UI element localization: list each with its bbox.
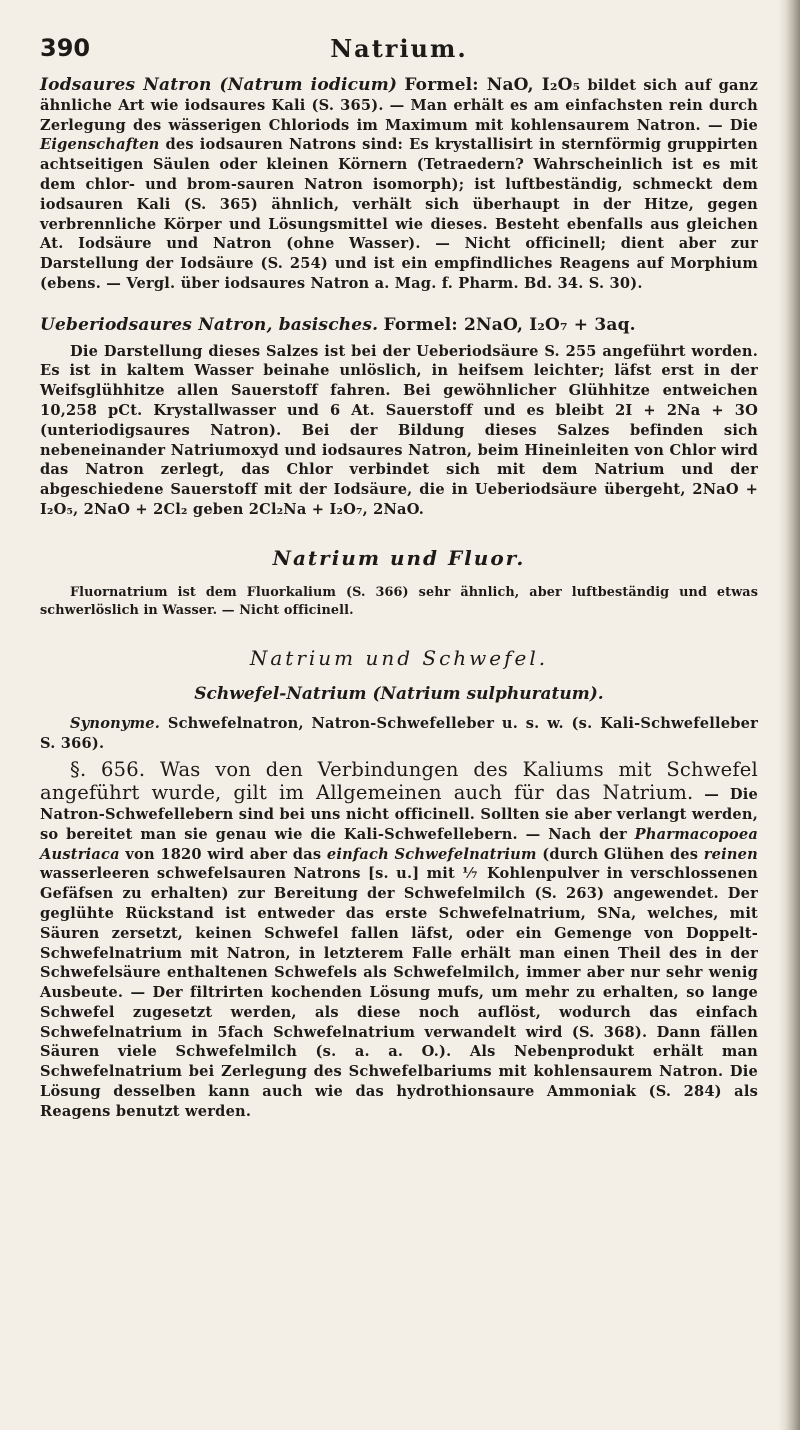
emphasis-einfach-schwefelnatrium: einfach Schwefelnatrium xyxy=(326,845,537,863)
running-title: Natrium. xyxy=(330,34,468,63)
paragraph-synonyme xyxy=(40,714,758,754)
book-page xyxy=(40,34,758,1122)
label-synonyme: Synonyme. xyxy=(70,714,161,732)
text-segment: ist dem Fluorkalium (S. 366) sehr ähnlich, aber luftbeständig und etwas schwerlöslich in Wasser. — Nicht officinell. xyxy=(40,584,758,618)
heading-iodsaures-natron: Iodsaures Natron (Natrum iodicum) xyxy=(40,75,398,95)
running-head xyxy=(40,34,758,70)
page-number: 390 xyxy=(40,34,91,62)
subheading-schwefel-natrium: Schwefel-Natrium (Natrium sulphuratum). xyxy=(194,683,604,704)
text-segment: von 1820 wird aber das xyxy=(119,845,327,863)
term-fluornatrium: Fluornatrium xyxy=(70,584,168,600)
text-segment: des iodsauren Natrons sind: Es krystallisirt in sternförmig gruppirten achtseitigen Säulen oder kleinen Körnern (Tetraedern? Wahrscheinlich ist es mit dem chlor- und brom-sauren Natron isomorph); ist luftbeständig, schmeckt dem iodsauren Kali (S. 365) ähnlich, verhält sich überhaupt in der Hitze, gegen verbrennliche Körper und Lösungsmittel wie dieses. Besteht ebenfalls aus gleichen At. Iodsäure und Natron (ohne Wasser). — Nicht officinell; dient aber zur Darstellung der Iodsäure (S. 254) und ist ein empfindliches Reagens auf Morphium (ebens. — Vergl. über iodsaures Natron a. Mag. f. Pharm. Bd. 34. S. 30). xyxy=(40,136,758,292)
emphasis-pharmacopoea: Pharmacopoea Austriaca xyxy=(40,825,758,863)
page-edge-shadow xyxy=(778,0,800,1430)
paragraph-ueberiodsaures-body: Die Darstellung dieses Salzes ist bei der Ueberiodsäure S. 255 angeführt worden. Es ist in kaltem Wasser beinahe unlöslich, in heifsem leichter; läfst erst in der Weifsglühhitze allen Sauerstoff fahren. Bei gewöhnlicher Glühhitze entweichen 10,258 pCt. Krystallwasser und 6 At. Sauerstoff und es bleibt 2I + 2Na + 3O (unteriodigsaures Natron). Bei der Bildung dieses Salzes befinden sich nebeneinander Natriumoxyd und iodsaures Natron, beim Hineinleiten von Chlor wird das Natron zerlegt, das Chlor verbindet sich mit dem Natrium und der abgeschiedene Sauerstoff mit der Iodsäure, die in Ueberiodsäure übergeht, 2NaO + I₂O₅, 2NaO + 2Cl₂ geben 2Cl₂Na + I₂O₇, 2NaO. xyxy=(40,342,758,518)
heading-ueberiodsaures-natron: Ueberiodsaures Natron, basisches. xyxy=(40,314,379,335)
formula-iodsaures-natron: Formel: NaO, I₂O₅ xyxy=(404,75,581,95)
text-segment: (durch Glühen des xyxy=(536,845,704,863)
section-heading-natrium-schwefel: Natrium und Schwefel. xyxy=(249,645,549,670)
emphasis-reinen: reinen xyxy=(703,845,758,863)
text-segment: wasserleeren schwefelsauren Natrons [s. u.] mit ⅐ Kohlenpulver in verschlossenen Gefäfsen zu erhalten) zur Bereitung der Schwefelmilch (S. 263) angewendet. Der geglühte Rückstand ist entweder das erste Schwefelnatrium, SNa, welches, mit Säuren zersetzt, keinen Schwefel fallen läfst, oder ein Gemenge von Doppelt-Schwefelnatrium mit Natron, in letzterem Falle erhält man einen Theil des in der Schwefelsäure enthaltenen Schwefels als Schwefelmilch, immer aber nur sehr wenig Ausbeute. — Der filtrirten kochenden Lösung mufs, um mehr zu erhalten, so lange Schwefel zugesetzt werden, als diese noch auflöst, wodurch das einfach Schwefelnatrium in 5fach Schwefelnatrium verwandelt wird (S. 368). Dann fällen Säuren viele Schwefelmilch (s. a. a. O.). Als Nebenprodukt erhält man Schwefelnatrium bei Zerlegung des Schwefelbariums mit kohlensaurem Natron. Die Lösung desselben kann auch wie das hydrothionsaure Ammoniak (S. 284) als Reagens benutzt werden. xyxy=(40,865,758,1120)
section-656-lead: §. 656. Was von den Verbindungen des Kaliums mit Schwefel angeführt wurde, gilt im Allgemeinen auch für das Natrium. xyxy=(40,758,758,805)
text-segment: — Die Natron-Schwefellebern sind bei uns nicht officinell. Sollten sie aber verlangt werden, so bereitet man sie genau wie die Kali-Schwefellebern. — Nach der xyxy=(40,786,758,843)
formula-ueberiodsaures-natron: Formel: 2NaO, I₂O₇ + 3aq. xyxy=(383,314,636,335)
text-segment: Schwefelnatron, Natron-Schwefelleber u. s. w. (s. Kali-Schwefelleber S. 366). xyxy=(40,714,758,752)
paragraph-fluornatrium xyxy=(40,584,758,620)
text-segment: bildet sich auf ganz ähnliche Art wie iodsaures Kali (S. 365). — Man erhält es am einfachsten rein durch Zerlegung des wässerigen Chloriods im Maximum mit kohlensaurem Natron. — Die xyxy=(40,77,759,134)
paragraph-ueberiodsaures-heading xyxy=(40,316,758,336)
paragraph-iodsaures-natron xyxy=(40,76,758,294)
paragraph-section-656 xyxy=(40,759,758,1121)
emphasis-eigenschaften: Eigenschaften xyxy=(40,136,160,154)
section-heading-natrium-fluor: Natrium und Fluor. xyxy=(272,545,526,570)
